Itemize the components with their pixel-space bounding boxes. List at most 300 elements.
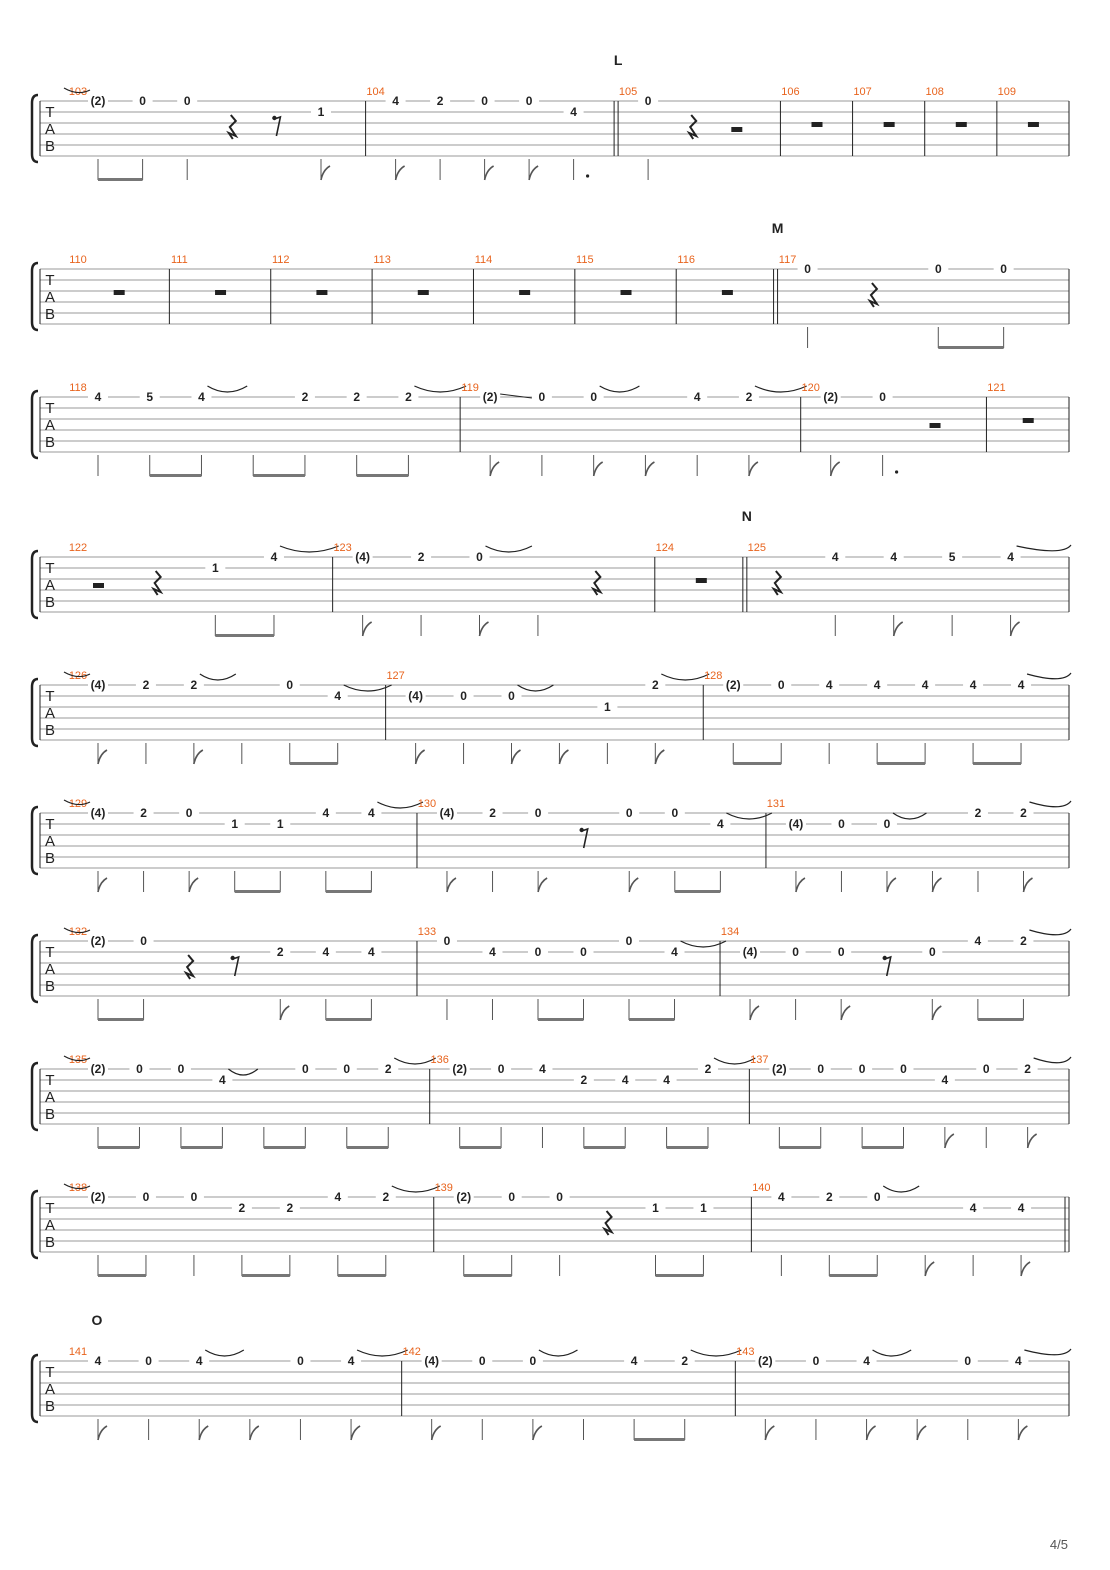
- measure-number: 113: [373, 254, 391, 266]
- tie-arc: [344, 685, 392, 691]
- note-beam: [629, 1018, 675, 1021]
- fret-number: 4: [671, 945, 678, 959]
- fret-number: 4: [778, 1190, 785, 1204]
- half-rest: [731, 127, 742, 132]
- quarter-rest: [774, 571, 781, 595]
- fret-number: 1: [317, 105, 325, 119]
- tie-arc: [661, 674, 709, 680]
- tab-clef-letter: T: [45, 400, 55, 417]
- note-flag: [199, 1426, 208, 1440]
- system-bracket: [32, 679, 38, 746]
- tab-system: [32, 1182, 1069, 1277]
- tab-clef-letter: T: [45, 1072, 55, 1089]
- measure-number: 115: [576, 254, 594, 266]
- fret-number: 0: [508, 1190, 516, 1204]
- tab-system: [32, 508, 1071, 637]
- fret-number: 0: [177, 1062, 185, 1076]
- fret-number: 4: [94, 390, 102, 404]
- tie-arc: [205, 1350, 244, 1356]
- measure-number: 128: [704, 670, 723, 682]
- tab-clef-letter: A: [44, 1381, 56, 1398]
- note-beam: [338, 1274, 386, 1277]
- note-flag: [533, 1426, 542, 1440]
- tie-arc: [691, 1350, 742, 1356]
- note-beam: [235, 890, 281, 893]
- tie-arc: [392, 1186, 440, 1192]
- fret-number: 4: [621, 1073, 629, 1087]
- fret-number: (2): [482, 390, 498, 404]
- fret-number: 0: [443, 934, 451, 948]
- measure-number: 130: [417, 798, 437, 810]
- note-beam: [264, 1146, 305, 1149]
- measure-number: 135: [68, 1054, 88, 1066]
- fret-number: 2: [301, 390, 309, 404]
- note-beam: [584, 1146, 625, 1149]
- fret-number: 0: [145, 1354, 152, 1368]
- tab-clef-letter: B: [44, 850, 56, 867]
- measure-number: 129: [68, 798, 88, 810]
- tab-clef-letter: T: [45, 272, 55, 289]
- fret-number: 0: [1000, 262, 1007, 276]
- note-flag: [529, 166, 538, 180]
- note-beam: [150, 474, 202, 477]
- measure-number: 106: [781, 86, 800, 98]
- tab-system: [32, 52, 1069, 181]
- fret-number: 2: [417, 550, 425, 564]
- measure-number: 121: [987, 382, 1006, 394]
- fret-number: (2): [452, 1062, 468, 1076]
- fret-number: (4): [90, 678, 106, 692]
- tie-arc: [1024, 1349, 1071, 1355]
- fret-number: (4): [439, 806, 455, 820]
- measure-number: 123: [333, 542, 352, 554]
- note-beam: [675, 890, 721, 893]
- fret-number: 2: [190, 678, 198, 692]
- quarter-rest: [229, 115, 236, 139]
- note-flag: [538, 878, 547, 892]
- fret-number: (2): [772, 1062, 787, 1076]
- note-flag: [917, 1426, 926, 1440]
- whole-rest: [884, 122, 895, 127]
- measure: [333, 542, 654, 636]
- measure-number: 116: [677, 254, 695, 266]
- note-flag: [945, 1134, 954, 1148]
- tie-arc: [883, 1186, 919, 1192]
- note-beam: [978, 1018, 1024, 1021]
- fret-number: 0: [837, 945, 845, 959]
- fret-number: 0: [625, 806, 633, 820]
- fret-number: 5: [948, 550, 956, 564]
- fret-number: (4): [742, 945, 758, 959]
- fret-number: (4): [788, 817, 804, 831]
- fret-number: 0: [481, 94, 488, 108]
- quarter-rest: [689, 115, 696, 139]
- fret-number: (4): [424, 1354, 440, 1368]
- whole-rest: [1023, 418, 1034, 423]
- tab-system: [32, 926, 1071, 1021]
- fret-number: 0: [580, 945, 587, 959]
- measure-number: 114: [474, 254, 493, 266]
- tab-clef-letter: T: [45, 1200, 55, 1217]
- note-beam: [347, 1146, 388, 1149]
- tab-clef-letter: B: [44, 722, 56, 739]
- fret-number: 4: [630, 1354, 638, 1368]
- measure: [748, 542, 1071, 636]
- fret-number: 2: [825, 1190, 833, 1204]
- fret-number: 5: [146, 390, 154, 404]
- fret-number: 1: [700, 1201, 707, 1215]
- note-flag: [512, 750, 521, 764]
- fret-number: 0: [812, 1354, 820, 1368]
- fret-number: 4: [1017, 678, 1025, 692]
- measure-number: 103: [68, 86, 88, 98]
- system-bracket: [32, 1355, 38, 1422]
- quarter-rest: [593, 571, 600, 595]
- measure-number: 133: [417, 926, 437, 938]
- fret-number: 4: [219, 1073, 226, 1087]
- measure-number: 119: [461, 382, 479, 394]
- measure-number: 122: [68, 542, 88, 554]
- fret-number: 4: [873, 678, 881, 692]
- note-flag: [98, 750, 107, 764]
- measure-number: 111: [170, 254, 188, 266]
- note-flag: [447, 878, 456, 892]
- tab-system: [32, 670, 1071, 765]
- note-beam: [357, 474, 409, 477]
- tie-arc: [414, 386, 466, 392]
- fret-number: 0: [508, 689, 515, 703]
- tab-clef-letter: B: [44, 138, 56, 155]
- fret-number: 4: [368, 806, 375, 820]
- system-bracket: [32, 807, 38, 874]
- tab-clef-letter: A: [44, 1217, 56, 1234]
- fret-number: 4: [334, 689, 342, 703]
- fret-number: 4: [322, 806, 330, 820]
- note-beam: [460, 1146, 501, 1149]
- measure-number: 127: [386, 670, 405, 682]
- note-flag: [194, 750, 203, 764]
- fret-number: 0: [883, 817, 891, 831]
- tab-clef-letter: B: [44, 1234, 56, 1251]
- fret-number: 4: [863, 1354, 870, 1368]
- tie-arc: [377, 802, 423, 808]
- fret-number: (2): [725, 678, 741, 692]
- measure-number: 124: [655, 542, 674, 554]
- fret-number: 0: [190, 1190, 198, 1204]
- note-flag: [629, 878, 638, 892]
- note-beam: [862, 1146, 903, 1149]
- fret-number: 0: [297, 1354, 304, 1368]
- fret-number: 1: [652, 1201, 659, 1215]
- fret-number: 0: [777, 678, 785, 692]
- tab-clef-letter: T: [45, 944, 55, 961]
- quarter-rest: [154, 571, 161, 595]
- tie-arc: [714, 1058, 755, 1064]
- fret-number: 0: [185, 806, 193, 820]
- note-flag: [655, 750, 664, 764]
- fret-number: 0: [136, 1062, 143, 1076]
- fret-number: (2): [823, 390, 839, 404]
- duration-dot: [586, 174, 589, 177]
- tab-clef-letter: A: [44, 705, 56, 722]
- fret-number: (2): [90, 1062, 106, 1076]
- fret-number: 2: [1020, 806, 1027, 820]
- fret-number: 0: [538, 390, 546, 404]
- fret-number: 0: [301, 1062, 309, 1076]
- tie-arc: [726, 813, 772, 819]
- measure-number: 141: [68, 1346, 88, 1358]
- note-flag: [887, 878, 896, 892]
- measure-number: 125: [747, 542, 767, 554]
- tie-arc: [485, 546, 531, 552]
- measure: [461, 382, 806, 476]
- note-flag: [98, 1426, 107, 1440]
- whole-rest: [215, 290, 226, 295]
- tab-clef-letter: A: [44, 961, 56, 978]
- measure-number: 108: [925, 86, 944, 98]
- note-flag: [749, 462, 758, 476]
- tab-clef-letter: T: [45, 688, 55, 705]
- fret-number: 2: [286, 1201, 294, 1215]
- measure-number: 110: [69, 254, 87, 266]
- fret-number: 0: [142, 1190, 150, 1204]
- fret-number: 0: [286, 678, 294, 692]
- note-beam: [973, 762, 1021, 765]
- fret-number: 2: [276, 945, 284, 959]
- whole-rest: [696, 578, 707, 583]
- tie-arc: [207, 386, 247, 392]
- measure: [69, 1346, 408, 1440]
- measure: [767, 798, 1071, 892]
- fret-number: 2: [436, 94, 444, 108]
- fret-number: 2: [1020, 934, 1027, 948]
- fret-number: 0: [671, 806, 679, 820]
- tab-clef-letter: T: [45, 816, 55, 833]
- measure-number: 134: [720, 926, 740, 938]
- note-flag: [796, 878, 805, 892]
- fret-number: 4: [890, 550, 898, 564]
- fret-number: 2: [140, 806, 147, 820]
- fret-number: 0: [139, 94, 146, 108]
- rehearsal-mark: L: [613, 52, 623, 68]
- fret-number: 0: [644, 94, 652, 108]
- note-flag: [98, 878, 107, 892]
- measure-number: 142: [402, 1346, 421, 1358]
- note-flag: [1028, 1134, 1037, 1148]
- note-beam: [829, 1274, 877, 1277]
- measure: [619, 86, 781, 180]
- tab-clef-letter: B: [44, 978, 56, 995]
- note-beam: [877, 762, 925, 765]
- tie-arc: [681, 941, 727, 947]
- tie-arc: [539, 1350, 578, 1356]
- fret-number: 0: [525, 94, 533, 108]
- fret-number: 2: [382, 1190, 390, 1204]
- fret-number: 4: [334, 1190, 342, 1204]
- measure-number: 138: [68, 1182, 88, 1194]
- fret-number: 0: [460, 689, 467, 703]
- note-beam: [656, 1274, 704, 1277]
- measure: [366, 86, 618, 180]
- fret-number: 4: [368, 945, 375, 959]
- measure-number: 140: [752, 1182, 771, 1194]
- fret-number: 1: [211, 561, 219, 575]
- fret-number: 4: [198, 390, 205, 404]
- tie-arc: [394, 1058, 435, 1064]
- tie-arc: [1029, 929, 1071, 935]
- note-flag: [831, 462, 840, 476]
- system-bracket: [32, 95, 38, 162]
- fret-number: 4: [1007, 550, 1014, 564]
- fret-number: 0: [817, 1062, 825, 1076]
- whole-rest: [621, 290, 632, 295]
- note-flag: [432, 1426, 441, 1440]
- fret-number: (4): [408, 689, 423, 703]
- fret-number: 2: [142, 678, 150, 692]
- fret-number: 4: [1015, 1354, 1022, 1368]
- fret-number: 4: [489, 945, 496, 959]
- whole-rest: [956, 122, 967, 127]
- measure-number: 109: [997, 86, 1017, 98]
- fret-number: 0: [873, 1190, 881, 1204]
- fret-number: 0: [534, 945, 542, 959]
- system-bracket: [32, 551, 38, 618]
- fret-number: 0: [792, 945, 799, 959]
- note-flag: [1023, 878, 1032, 892]
- fret-number: 4: [969, 678, 977, 692]
- note-beam: [667, 1146, 708, 1149]
- measure-number: 117: [778, 254, 797, 266]
- rehearsal-mark: N: [741, 508, 752, 524]
- whole-rest: [722, 290, 733, 295]
- fret-number: 0: [529, 1354, 537, 1368]
- measure-number: 139: [434, 1182, 453, 1194]
- note-beam: [181, 1146, 222, 1149]
- tab-clef-letter: T: [45, 560, 55, 577]
- system-bracket: [32, 1063, 38, 1130]
- fret-number: 4: [195, 1354, 203, 1368]
- fret-number: 0: [497, 1062, 505, 1076]
- fret-number: 2: [651, 678, 659, 692]
- fret-number: 0: [928, 945, 936, 959]
- tab-clef-letter: A: [44, 833, 56, 850]
- whole-rest: [519, 290, 530, 295]
- note-flag: [1021, 1262, 1030, 1276]
- fret-number: 0: [183, 94, 191, 108]
- measure-number: 112: [271, 254, 290, 266]
- note-beam: [938, 346, 1003, 349]
- fret-number: 2: [489, 806, 496, 820]
- system-bracket: [32, 1191, 38, 1258]
- half-rest: [930, 423, 941, 428]
- note-flag: [396, 166, 405, 180]
- fret-number: 0: [590, 390, 598, 404]
- fret-number: 4: [831, 550, 839, 564]
- tab-clef-letter: A: [44, 577, 56, 594]
- measure-number: 105: [618, 86, 638, 98]
- tab-clef-letter: A: [44, 1089, 56, 1106]
- tab-clef-letter: A: [44, 289, 56, 306]
- fret-number: 2: [974, 806, 982, 820]
- fret-number: 1: [231, 817, 239, 831]
- fret-number: 2: [238, 1201, 246, 1215]
- fret-number: 0: [478, 1354, 486, 1368]
- tab-system: [32, 1054, 1071, 1149]
- quarter-rest: [870, 283, 877, 307]
- note-beam: [215, 634, 274, 637]
- note-beam: [290, 762, 338, 765]
- fret-number: 4: [941, 1073, 949, 1087]
- measure-number: 118: [69, 382, 87, 394]
- note-beam: [733, 762, 781, 765]
- fret-number: 2: [580, 1073, 588, 1087]
- measure-number: 137: [750, 1054, 769, 1066]
- note-beam: [98, 1146, 139, 1149]
- fret-number: 2: [353, 390, 361, 404]
- fret-number: 2: [405, 390, 412, 404]
- measure-number: 104: [366, 86, 385, 98]
- note-beam: [326, 890, 372, 893]
- fret-number: (2): [90, 934, 106, 948]
- whole-rest: [418, 290, 429, 295]
- fret-number: 0: [625, 934, 633, 948]
- tie-arc: [518, 685, 554, 691]
- note-beam: [98, 1018, 144, 1021]
- tab-system: [32, 798, 1071, 893]
- tab-clef-letter: B: [44, 1398, 56, 1415]
- measure: [802, 382, 987, 476]
- note-flag: [485, 166, 494, 180]
- measure-number: 120: [801, 382, 820, 394]
- note-flag: [1018, 1426, 1027, 1440]
- measure-number: 107: [853, 86, 872, 98]
- system-bracket: [32, 391, 38, 458]
- note-flag: [594, 462, 603, 476]
- tab-clef-letter: B: [44, 306, 56, 323]
- fret-number: 0: [858, 1062, 866, 1076]
- fret-number: 0: [934, 262, 942, 276]
- note-flag: [416, 750, 425, 764]
- measure-number: 136: [430, 1054, 449, 1066]
- fret-number: 1: [276, 817, 284, 831]
- note-flag: [559, 750, 568, 764]
- fret-number: 0: [804, 262, 811, 276]
- note-flag: [932, 878, 941, 892]
- tie-arc: [755, 386, 807, 392]
- tab-clef-letter: T: [45, 1364, 55, 1381]
- fret-number: 1: [604, 700, 611, 714]
- note-flag: [490, 462, 499, 476]
- measure: [386, 670, 709, 764]
- fret-number: 4: [693, 390, 701, 404]
- fret-number: 0: [140, 934, 147, 948]
- fret-number: 4: [921, 678, 929, 692]
- fret-number: 4: [663, 1073, 670, 1087]
- fret-number: (2): [90, 1190, 106, 1204]
- note-flag: [867, 1426, 876, 1440]
- fret-number: 0: [838, 817, 845, 831]
- note-beam: [98, 1274, 146, 1277]
- tie-arc: [280, 546, 339, 552]
- fret-number: 4: [94, 1354, 102, 1368]
- fret-number: (4): [90, 806, 106, 820]
- tie-arc: [357, 1350, 408, 1356]
- fret-number: 4: [270, 550, 278, 564]
- duration-dot: [895, 470, 898, 473]
- note-flag: [351, 1426, 360, 1440]
- fret-number: (2): [757, 1354, 773, 1368]
- note-beam: [464, 1274, 512, 1277]
